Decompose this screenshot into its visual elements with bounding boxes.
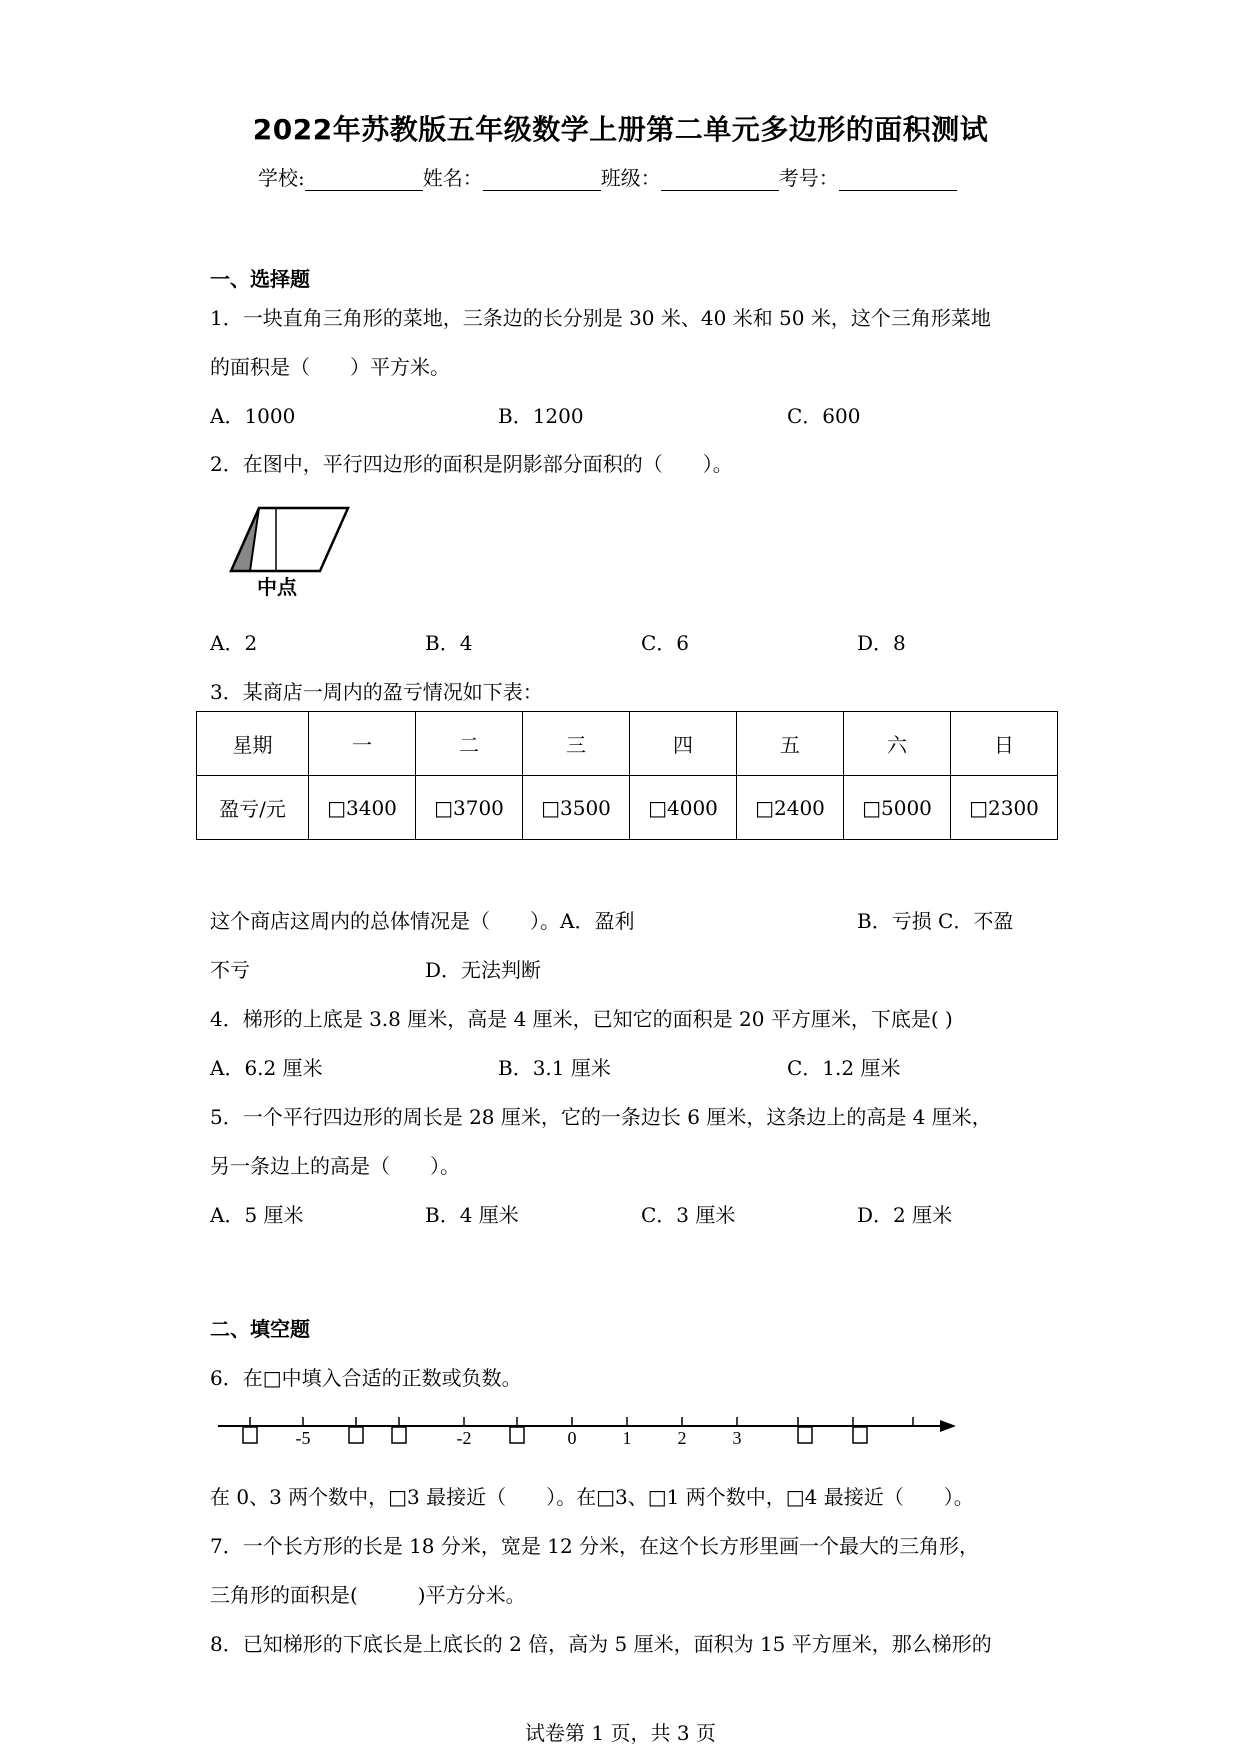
table-cell: 六 <box>844 712 951 776</box>
table-cell: 二 <box>416 712 523 776</box>
table-cell: 三 <box>523 712 630 776</box>
table-cell: □5000 <box>844 776 951 840</box>
section-choice-title: 一、选择题 <box>210 267 310 291</box>
q3-line1-b: B．亏损 C．不盈 <box>857 909 1014 933</box>
table-cell: □3400 <box>309 776 416 840</box>
q5-option-a: A．5 厘米 <box>210 1203 304 1227</box>
class-blank[interactable] <box>661 170 779 191</box>
table-cell: □3700 <box>416 776 523 840</box>
parallelogram-figure <box>225 500 355 600</box>
answer-box[interactable] <box>798 1427 812 1443</box>
q4-text: 4．梯形的上底是 3.8 厘米，高是 4 厘米，已知它的面积是 20 平方厘米，下底是( ) <box>210 1007 953 1031</box>
q3-line1-a: 这个商店这周内的总体情况是（ ）。A．盈利 <box>210 909 635 933</box>
number-blank[interactable] <box>839 170 957 191</box>
q1-option-c: C．600 <box>787 404 861 428</box>
answer-box[interactable] <box>349 1427 363 1443</box>
table-cell: 盈亏/元 <box>197 776 309 840</box>
table-cell: 一 <box>309 712 416 776</box>
q2-option-d: D．8 <box>857 631 906 655</box>
table-cell: □2300 <box>951 776 1058 840</box>
q1-option-a: A．1000 <box>210 404 296 428</box>
table-cell: □4000 <box>630 776 737 840</box>
school-blank[interactable] <box>305 170 423 191</box>
q2-option-c: C．6 <box>641 631 690 655</box>
q7-line2: 三角形的面积是( )平方分米。 <box>210 1583 526 1607</box>
table-cell: 日 <box>951 712 1058 776</box>
q5-option-b: B．4 厘米 <box>425 1203 519 1227</box>
answer-box[interactable] <box>392 1427 406 1443</box>
tick-label: 3 <box>732 1428 742 1448</box>
q5-option-d: D．2 厘米 <box>857 1203 953 1227</box>
school-label: 学校: <box>258 166 305 190</box>
table-cell: 五 <box>737 712 844 776</box>
number-line <box>210 1408 960 1468</box>
tick-label: 1 <box>622 1428 632 1448</box>
number-label: 考号： <box>778 166 839 190</box>
section-fill-title: 二、填空题 <box>210 1317 310 1341</box>
q8-line1: 8．已知梯形的下底长是上底长的 2 倍，高为 5 厘米，面积为 15 平方厘米，那么梯形的 <box>210 1632 992 1656</box>
midpoint-label: 中点 <box>257 575 297 599</box>
table-cell: □2400 <box>737 776 844 840</box>
name-label: 姓名： <box>422 166 483 190</box>
tick-label: 0 <box>567 1428 577 1448</box>
q1-option-b: B．1200 <box>498 404 584 428</box>
q4-option-a: A．6.2 厘米 <box>210 1056 323 1080</box>
tick-label: -5 <box>295 1428 311 1448</box>
q5-line2: 另一条边上的高是（ ）。 <box>210 1154 460 1178</box>
q4-option-c: C．1.2 厘米 <box>787 1056 901 1080</box>
q3-line2-b: D．无法判断 <box>425 958 542 982</box>
page-title: 2022年苏教版五年级数学上册第二单元多边形的面积测试 <box>252 113 989 146</box>
q3-line2-a: 不亏 <box>210 958 250 982</box>
q7-line1: 7．一个长方形的长是 18 分米，宽是 12 分米，在这个长方形里画一个最大的三角形， <box>210 1534 980 1558</box>
table-cell: □3500 <box>523 776 630 840</box>
arrow-icon <box>940 1420 956 1432</box>
q6-text: 6．在□中填入合适的正数或负数。 <box>210 1366 522 1390</box>
answer-boxes[interactable] <box>243 1427 867 1443</box>
tick-label: 2 <box>677 1428 687 1448</box>
q2-option-a: A．2 <box>210 631 258 655</box>
table-cell: 星期 <box>197 712 309 776</box>
answer-box[interactable] <box>510 1427 524 1443</box>
q1-line2: 的面积是（ ）平方米。 <box>210 355 450 379</box>
q2-option-b: B．4 <box>425 631 473 655</box>
table-header-row <box>197 712 1058 776</box>
answer-box[interactable] <box>853 1427 867 1443</box>
table-cell: 四 <box>630 712 737 776</box>
name-blank[interactable] <box>483 170 601 191</box>
class-label: 班级： <box>600 166 661 190</box>
table-row <box>197 776 1058 840</box>
q1-line1: 1．一块直角三角形的菜地，三条边的长分别是 30 米、40 米和 50 米，这个三角形菜地 <box>210 306 991 330</box>
q5-line1: 5．一个平行四边形的周长是 28 厘米，它的一条边长 6 厘米，这条边上的高是 4 厘米， <box>210 1105 992 1129</box>
tick-marks <box>250 1417 913 1426</box>
q3-text: 3．某商店一周内的盈亏情况如下表： <box>210 680 543 704</box>
q5-option-c: C．3 厘米 <box>641 1203 736 1227</box>
student-info-line <box>258 162 957 191</box>
tick-label: -2 <box>456 1428 472 1448</box>
q2-text: 2．在图中，平行四边形的面积是阴影部分面积的（ ）。 <box>210 452 733 476</box>
q4-option-b: B．3.1 厘米 <box>498 1056 611 1080</box>
page-footer: 试卷第 1 页，共 3 页 <box>525 1721 716 1745</box>
profit-table <box>196 711 1058 840</box>
q6-line2: 在 0、3 两个数中，□3 最接近（ ）。在□3、□1 两个数中，□4 最接近（ ）。 <box>210 1485 974 1509</box>
answer-box[interactable] <box>243 1427 257 1443</box>
